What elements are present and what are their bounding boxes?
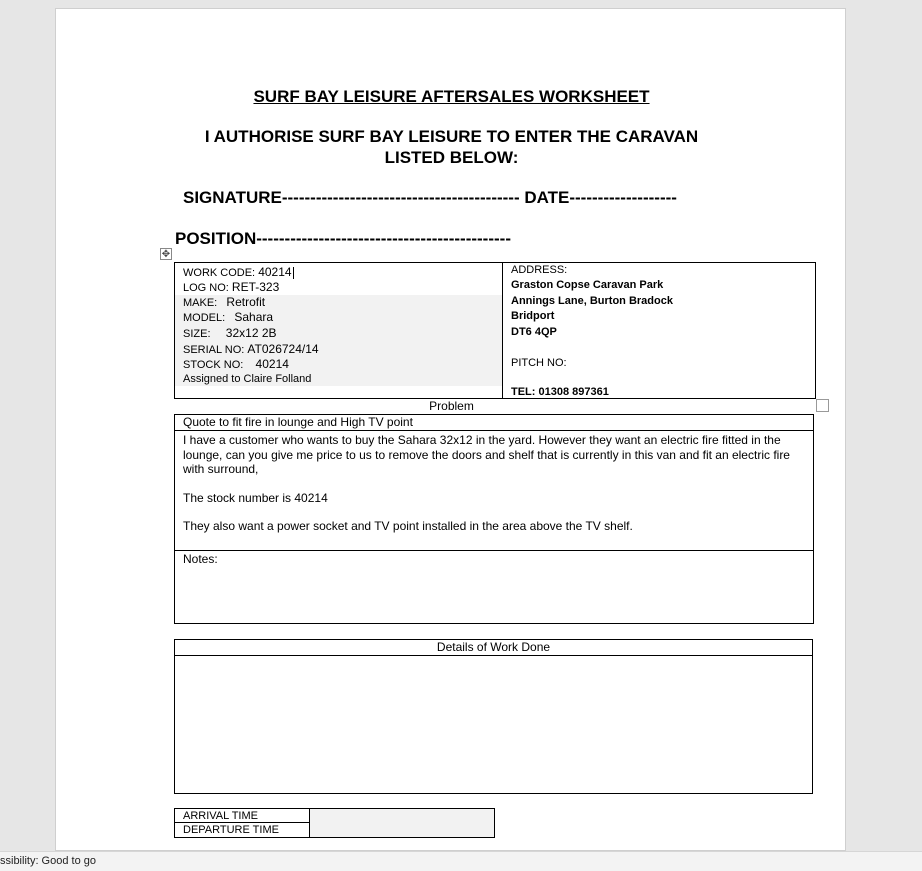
size-label: SIZE: bbox=[183, 328, 211, 340]
model-value: Sahara bbox=[234, 310, 274, 324]
status-bar bbox=[0, 851, 922, 871]
accessibility-status[interactable]: ssibility: Good to go bbox=[0, 855, 96, 867]
worksheet-title: SURF BAY LEISURE AFTERSALES WORKSHEET bbox=[253, 87, 650, 106]
caravan-details-cell[interactable] bbox=[175, 263, 503, 398]
work-done-table[interactable] bbox=[174, 639, 813, 794]
address-line-1: Graston Copse Caravan Park bbox=[511, 279, 664, 291]
work-code-value: 40214 bbox=[258, 265, 292, 279]
time-table bbox=[174, 808, 495, 838]
serial-label: SERIAL NO: bbox=[183, 344, 245, 356]
problem-paragraph-1: I have a customer who wants to buy the Sahara 32x12 in the yard. However they want an electric fire fitted in the lounge, can you give me price to us to remove the doors and shelf that is currently in this van and fit an electric fire with surround, bbox=[183, 433, 790, 476]
log-no-label: LOG NO: bbox=[183, 282, 229, 294]
log-no-value: RET-323 bbox=[231, 280, 280, 294]
model-row bbox=[183, 310, 273, 324]
authorisation-line-1: I AUTHORISE SURF BAY LEISURE TO ENTER THE CARAVAN bbox=[204, 127, 699, 146]
notes-cell[interactable] bbox=[175, 550, 813, 623]
pitch-no-label: PITCH NO: bbox=[511, 357, 567, 369]
authorisation-line-2: LISTED BELOW: bbox=[384, 148, 519, 167]
address-label: ADDRESS: bbox=[511, 264, 568, 276]
problem-heading: Problem bbox=[429, 399, 474, 413]
document-page[interactable] bbox=[55, 8, 846, 851]
make-label: MAKE: bbox=[183, 297, 218, 309]
problem-description[interactable] bbox=[183, 433, 803, 548]
work-done-title: Details of Work Done bbox=[175, 640, 812, 656]
address-line-4: DT6 4QP bbox=[511, 326, 557, 338]
departure-time-label: DEPARTURE TIME bbox=[183, 824, 279, 836]
assigned-row: Assigned to Claire Folland bbox=[183, 373, 312, 385]
make-row bbox=[183, 295, 265, 309]
arrival-time-label: ARRIVAL TIME bbox=[183, 810, 258, 822]
stock-label: STOCK NO: bbox=[183, 359, 244, 371]
telephone: TEL: 01308 897361 bbox=[511, 386, 609, 398]
arrival-row bbox=[175, 809, 494, 823]
serial-value: AT026724/14 bbox=[247, 342, 319, 356]
arrival-time-field[interactable] bbox=[309, 809, 494, 823]
problem-title[interactable]: Quote to fit fire in lounge and High TV point bbox=[175, 415, 813, 431]
stock-value: 40214 bbox=[255, 357, 289, 371]
serial-row bbox=[183, 342, 319, 356]
work-code-label: WORK CODE: bbox=[183, 267, 256, 279]
signature-date-line: SIGNATURE------------------------------------------ DATE------------------- bbox=[183, 188, 677, 207]
problem-table bbox=[174, 414, 814, 624]
table-move-handle-icon[interactable]: ✥ bbox=[161, 249, 171, 260]
work-code-row bbox=[183, 265, 294, 279]
departure-row bbox=[175, 823, 494, 837]
log-no-row bbox=[183, 280, 279, 294]
size-value: 32x12 2B bbox=[225, 326, 277, 340]
address-line-3: Bridport bbox=[511, 310, 555, 322]
stock-row bbox=[183, 357, 289, 371]
notes-label: Notes: bbox=[183, 552, 218, 566]
model-label: MODEL: bbox=[183, 312, 226, 324]
size-row bbox=[183, 326, 277, 340]
authorisation-text bbox=[56, 126, 847, 168]
departure-time-field[interactable] bbox=[309, 823, 494, 837]
address-line-2: Annings Lane, Burton Bradock bbox=[511, 295, 673, 307]
text-cursor bbox=[293, 267, 294, 279]
make-value: Retrofit bbox=[226, 295, 266, 309]
problem-paragraph-2: The stock number is 40214 bbox=[183, 490, 328, 505]
problem-paragraph-3: They also want a power socket and TV point installed in the area above the TV shelf. bbox=[183, 519, 633, 533]
position-line: POSITION--------------------------------------------- bbox=[175, 229, 511, 248]
table-end-marker bbox=[816, 399, 829, 412]
caravan-info-table bbox=[174, 262, 816, 399]
